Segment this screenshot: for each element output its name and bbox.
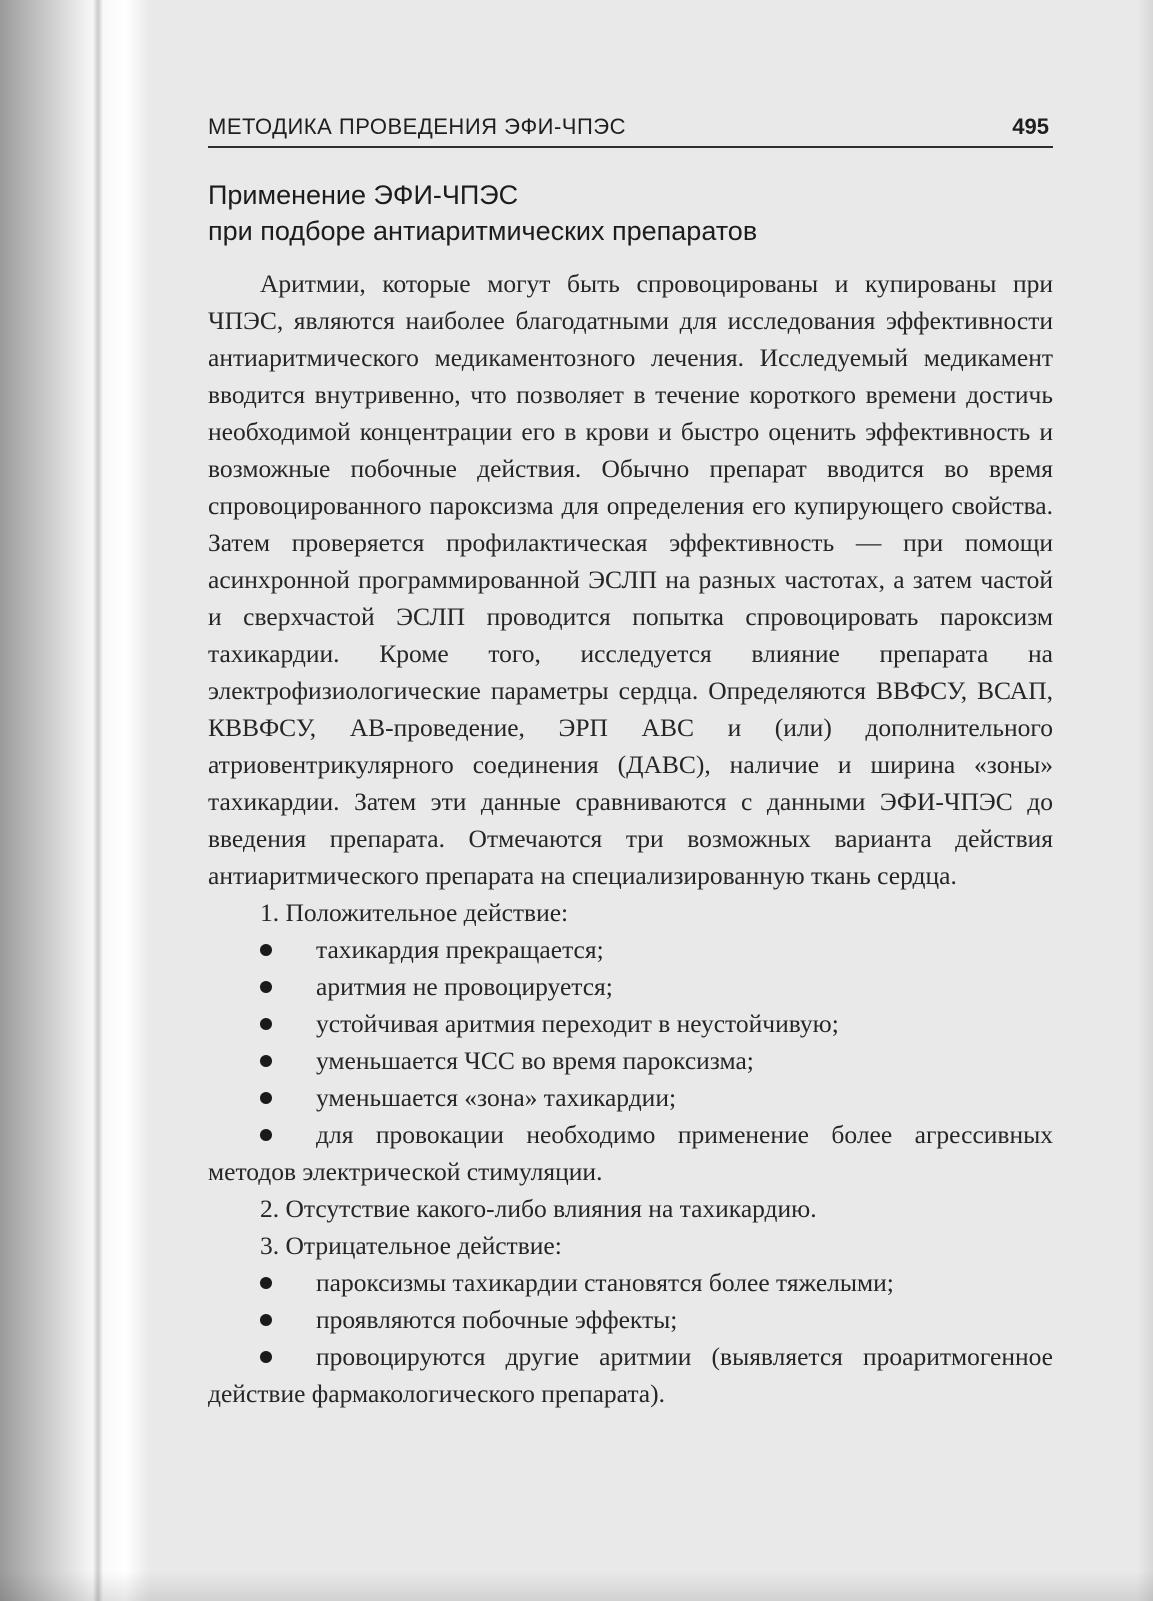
section-heading [208, 177, 1053, 249]
bullet-text: устойчивая аритмия переходит в неустойчивую; [316, 1009, 839, 1038]
bullet-icon [260, 944, 272, 956]
bullet-icon [260, 1055, 272, 1067]
list-item-2-title: 2. Отсутствие какого-либо влияния на тахикардию. [260, 1194, 817, 1223]
page-number: 495 [1012, 114, 1049, 139]
bullet-text: провоцируются другие аритмии (выявляется проаритмогенное действие фармакологического препарата). [208, 1342, 1053, 1408]
bullet-icon [260, 1351, 272, 1363]
list-item [208, 1301, 1053, 1338]
binding-gutter-shadow [0, 0, 150, 1601]
list-item [208, 1338, 1053, 1412]
running-header [208, 110, 1053, 148]
bullet-text: уменьшается ЧСС во время пароксизма; [316, 1046, 754, 1075]
section-heading-line-2: при подборе антиаритмических препаратов [208, 216, 758, 246]
list-item-1-title: 1. Положительное действие: [260, 898, 569, 927]
bullet-icon [260, 981, 272, 993]
bullet-icon [260, 1314, 272, 1326]
bullet-text: уменьшается «зона» тахикардии; [316, 1083, 677, 1112]
running-header-title: МЕТОДИКА ПРОВЕДЕНИЯ ЭФИ-ЧПЭС [208, 114, 626, 139]
list-item [208, 968, 1053, 1005]
list-item-3-title: 3. Отрицательное действие: [260, 1231, 562, 1260]
bullet-text: проявляются побочные эффекты; [316, 1305, 678, 1334]
bullet-icon [260, 1018, 272, 1030]
list-item [208, 1116, 1053, 1190]
bullet-text: для провокации необходимо применение более агрессивных методов электрической стимуляции. [208, 1120, 1053, 1186]
list-item [208, 1005, 1053, 1042]
bullet-text: аритмия не провоцируется; [316, 972, 613, 1001]
list-item [208, 931, 1053, 968]
page-bottom-edge [0, 1571, 1153, 1601]
section-heading-line-1: Применение ЭФИ-ЧПЭС [208, 180, 519, 210]
binding-crease [93, 0, 103, 1601]
main-paragraph: Аритмии, которые могут быть спровоцированы и купированы при ЧПЭС, являются наиболее благодатными для исследования эффективности антиаритмического медикаментозного лечения. Исследуемый медикамент вводится внутривенно, что позволяет в течение короткого времени достичь необходимой концентрации его в крови и быстро оценить эффективность и возможные побочные действия. Обычно препарат вводится во время спровоцированного пароксизма для определения его купирующего свойства. Затем проверяется профилактическая эффективность — при помощи асинхронной программированной ЭСЛП на разных частотах, а затем частой и сверхчастой ЭСЛП проводится попытка спровоцировать пароксизм тахикардии. Кроме того, исследуется влияние препарата на электрофизиологические параметры сердца. Определяются ВВФСУ, ВСАП, КВВФСУ, АВ-проведение, ЭРП АВС и (или) дополнительного атриовентрикулярного соединения (ДАВС), наличие и ширина «зоны» тахикардии. Затем эти данные сравниваются с данными ЭФИ-ЧПЭС до введения препарата. Отмечаются три возможных варианта действия антиаритмического препарата на специализированную ткань сердца. [208, 269, 1053, 890]
list-item [208, 1042, 1053, 1079]
list-item [208, 1079, 1053, 1116]
bullet-text: тахикардия прекращается; [316, 935, 604, 964]
bullet-icon [260, 1129, 272, 1141]
bullet-text: пароксизмы тахикардии становятся более тяжелыми; [316, 1268, 894, 1297]
list-item [208, 1264, 1053, 1301]
bullet-icon [260, 1277, 272, 1289]
body-text [208, 265, 1053, 1412]
bullet-icon [260, 1092, 272, 1104]
page-right-edge [1137, 0, 1153, 1601]
